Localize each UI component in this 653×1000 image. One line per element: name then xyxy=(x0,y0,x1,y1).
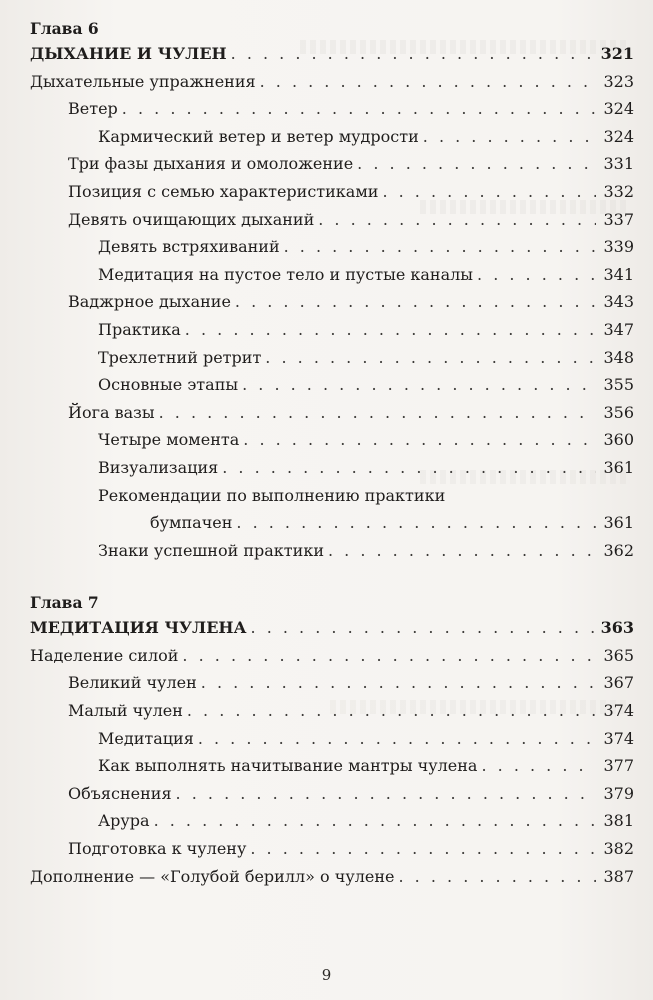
toc-entry-first-line[interactable]: Рекомендации по выполнению практики xyxy=(98,485,446,505)
toc-entry[interactable] xyxy=(30,150,634,178)
chapter-7-title-entry[interactable] xyxy=(30,614,634,642)
chapter-title: ДЫХАНИЕ И ЧУЛЕН xyxy=(30,44,227,63)
page-number: 332 xyxy=(603,181,634,201)
dot-leader xyxy=(399,863,597,891)
page-number: 360 xyxy=(603,430,634,450)
toc-entry[interactable] xyxy=(30,206,634,234)
dot-leader xyxy=(236,509,596,537)
toc-entry[interactable] xyxy=(30,261,634,289)
dot-leader xyxy=(357,150,596,178)
dot-leader xyxy=(242,371,596,399)
page-number: 367 xyxy=(603,673,634,693)
toc-entry[interactable] xyxy=(30,371,634,399)
table-of-contents xyxy=(30,18,634,890)
entry-title: Три фазы дыхания и омоложение xyxy=(68,154,354,174)
page-number: 343 xyxy=(603,292,634,312)
dot-leader xyxy=(243,426,596,454)
dot-leader xyxy=(159,399,596,427)
entry-title: Объяснения xyxy=(68,783,172,803)
spacer xyxy=(30,564,634,592)
toc-entry[interactable] xyxy=(30,123,634,151)
chapter-6-title-entry[interactable] xyxy=(30,40,634,68)
dot-leader xyxy=(260,68,596,96)
dot-leader xyxy=(122,95,596,123)
dot-leader xyxy=(328,537,596,565)
toc-entry[interactable] xyxy=(30,95,634,123)
entry-title: Как выполнять начитывание мантры чулена xyxy=(98,756,478,776)
dot-leader xyxy=(231,40,595,68)
entry-title: Знаки успешной практики xyxy=(98,540,324,560)
page-number: 361 xyxy=(603,457,634,477)
entry-title: Девять встряхиваний xyxy=(98,237,280,257)
dot-leader xyxy=(318,206,596,234)
page-number: 377 xyxy=(603,756,634,776)
page-number: 339 xyxy=(603,237,634,257)
dot-leader xyxy=(182,642,596,670)
toc-entry[interactable] xyxy=(30,178,634,206)
page-number: 363 xyxy=(600,618,634,638)
toc-entry[interactable] xyxy=(30,642,634,670)
page-number: 382 xyxy=(603,839,634,859)
toc-entry[interactable] xyxy=(30,697,634,725)
chapter-7-label: Глава 7 xyxy=(30,593,99,613)
toc-entry[interactable] xyxy=(30,807,634,835)
page-number: 387 xyxy=(603,866,634,886)
dot-leader xyxy=(154,807,596,835)
toc-entry[interactable] xyxy=(30,316,634,344)
entry-title: Практика xyxy=(98,319,181,339)
dot-leader xyxy=(265,344,596,372)
toc-entry-continuation[interactable] xyxy=(30,509,634,537)
entry-title: Медитация xyxy=(98,728,194,748)
entry-title: Визуализация xyxy=(98,457,219,477)
page-number: 337 xyxy=(603,209,634,229)
entry-title: Дополнение — «Голубой берилл» о чулене xyxy=(30,866,395,886)
toc-entry[interactable] xyxy=(30,780,634,808)
page-number: 324 xyxy=(603,126,634,146)
entry-title: Медитация на пустое тело и пустые каналы xyxy=(98,264,474,284)
entry-title: Дыхательные упражнения xyxy=(30,71,256,91)
chapter-title: МЕДИТАЦИЯ ЧУЛЕНА xyxy=(30,618,247,638)
page-number: 381 xyxy=(603,811,634,831)
entry-title: Малый чулен xyxy=(68,701,183,721)
toc-entry[interactable] xyxy=(30,233,634,261)
dot-leader xyxy=(477,261,596,289)
entry-title: Йога вазы xyxy=(68,402,155,422)
page-number: 348 xyxy=(603,347,634,367)
toc-entry[interactable] xyxy=(30,835,634,863)
dot-leader xyxy=(176,780,596,808)
dot-leader xyxy=(481,752,596,780)
dot-leader xyxy=(284,233,596,261)
page-number: 321 xyxy=(600,44,634,63)
toc-entry[interactable] xyxy=(30,288,634,316)
entry-title: Ветер xyxy=(68,99,118,119)
page-folio-number: 9 xyxy=(321,966,332,984)
page-number: 356 xyxy=(603,402,634,422)
entry-title: Трехлетний ретрит xyxy=(98,347,262,367)
entry-title: Великий чулен xyxy=(68,673,197,693)
page-number: 341 xyxy=(603,264,634,284)
toc-entry[interactable] xyxy=(30,426,634,454)
page-number: 355 xyxy=(603,375,634,395)
toc-entry[interactable] xyxy=(30,863,634,891)
dot-leader xyxy=(201,669,596,697)
page-number: 347 xyxy=(603,319,634,339)
entry-title: Кармический ветер и ветер мудрости xyxy=(98,126,419,146)
toc-entry[interactable] xyxy=(30,725,634,753)
entry-title: Наделение силой xyxy=(30,645,179,665)
page-number: 379 xyxy=(603,783,634,803)
dot-leader xyxy=(222,454,596,482)
dot-leader xyxy=(235,288,596,316)
toc-entry[interactable] xyxy=(30,669,634,697)
page-number: 374 xyxy=(603,701,634,721)
entry-title: Позиция с семью характеристиками xyxy=(68,181,379,201)
page-number: 361 xyxy=(603,513,634,533)
toc-entry[interactable] xyxy=(30,399,634,427)
toc-entry[interactable] xyxy=(30,537,634,565)
chapter-6-label: Глава 6 xyxy=(30,19,99,38)
page-number: 365 xyxy=(603,645,634,665)
entry-title: бумпачен xyxy=(150,513,233,533)
page-number: 362 xyxy=(603,540,634,560)
page-number: 374 xyxy=(603,728,634,748)
toc-entry[interactable] xyxy=(30,68,634,96)
toc-entry[interactable] xyxy=(30,752,634,780)
dot-leader xyxy=(187,697,596,725)
dot-leader xyxy=(251,614,595,642)
page-number: 323 xyxy=(603,71,634,91)
dot-leader xyxy=(250,835,596,863)
dot-leader xyxy=(198,725,596,753)
entry-title: Четыре момента xyxy=(98,430,240,450)
entry-title: Девять очищающих дыханий xyxy=(68,209,315,229)
page-number: 324 xyxy=(603,99,634,119)
page-number: 331 xyxy=(603,154,634,174)
dot-leader xyxy=(185,316,596,344)
entry-title: Ваджрное дыхание xyxy=(68,292,231,312)
entry-title: Арура xyxy=(98,811,150,831)
entry-title: Основные этапы xyxy=(98,375,239,395)
toc-entry[interactable] xyxy=(30,344,634,372)
entry-title: Подготовка к чулену xyxy=(68,839,247,859)
toc-entry[interactable] xyxy=(30,454,634,482)
dot-leader xyxy=(423,123,596,151)
dot-leader xyxy=(382,178,596,206)
